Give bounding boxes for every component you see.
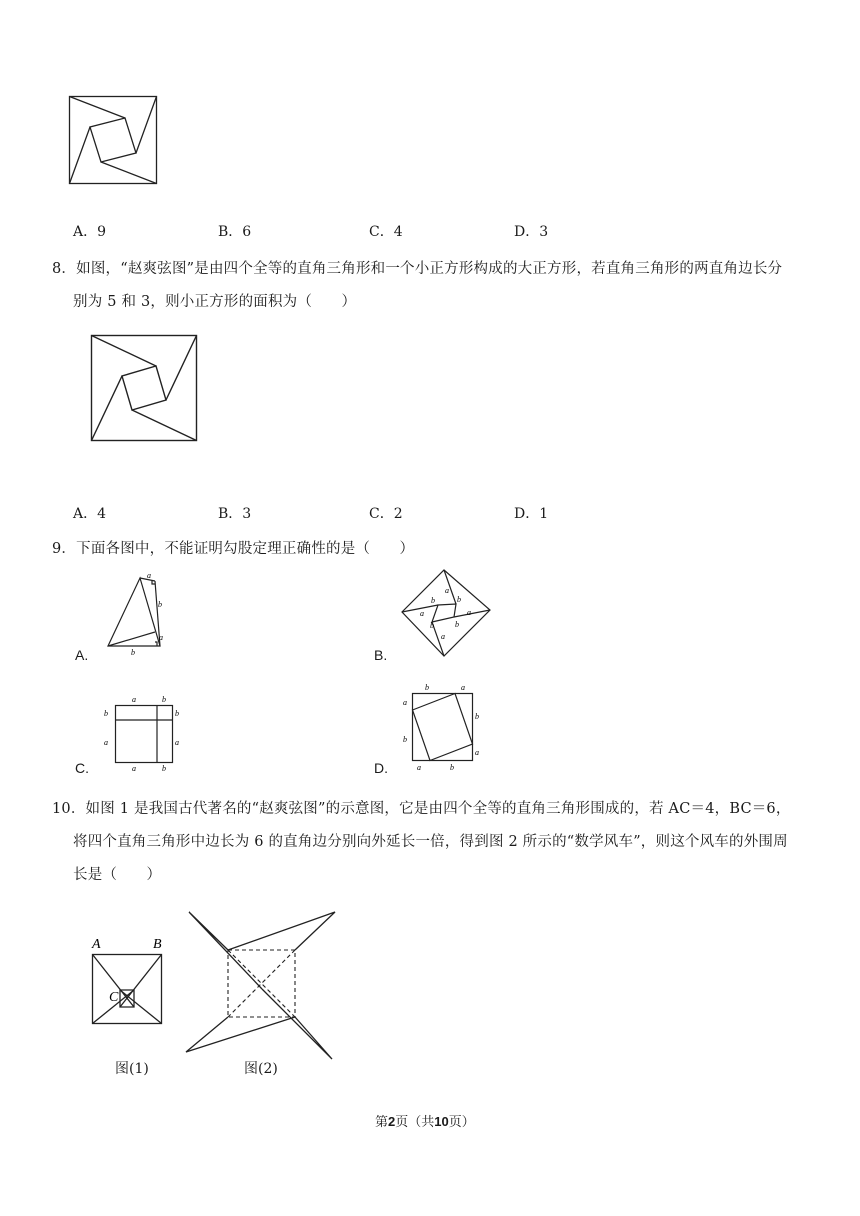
q10-text-line2: 将四个直角三角形中边长为 6 的直角边分别向外延长一倍，得到图 2 所示的“数学风车”，则这个风车的外围周 (73, 834, 788, 850)
q10-text-line1: 10．如图 1 是我国古代著名的“赵爽弦图”的示意图，它是由四个全等的直角三角形围成的，若 AC＝4，BC＝6， (52, 801, 791, 817)
q9b-label-a1: a (445, 586, 449, 595)
q9-label-c: C. (75, 760, 89, 776)
q9-text-line1: 9．下面各图中，不能证明勾股定理正确性的是（ ） (52, 541, 415, 557)
footer-page-number: 2 (388, 1114, 396, 1129)
q10-fig1-caption: 图(1) (115, 1061, 149, 1077)
q9b-label-b3: b (430, 621, 434, 630)
q8-text-line2: 别为 5 和 3，则小正方形的面积为（ ） (73, 294, 357, 310)
q7-option-b[interactable]: B．6 (218, 224, 252, 240)
q9c-label-b-right: b (175, 709, 179, 718)
q9d-label-b-bottom: b (450, 763, 454, 772)
q10-fig1-label-c: C (109, 990, 119, 1005)
q9b-label-a4: a (441, 632, 445, 641)
q10-text-line3: 长是（ ） (73, 867, 162, 883)
q9b-label-a2: a (420, 609, 424, 618)
q8-option-b[interactable]: B．3 (218, 506, 252, 522)
q9-label-a: A. (75, 647, 89, 663)
q7-option-c[interactable]: C．4 (369, 224, 403, 240)
q9b-label-b2: b (457, 595, 461, 604)
q9c-label-a-right: a (175, 738, 179, 747)
footer-total-pages: 10 (434, 1114, 449, 1129)
q8-option-c[interactable]: C．2 (369, 506, 403, 522)
q10-figure-2 (0, 0, 1, 1)
q9d-label-b-left: b (403, 735, 407, 744)
q9a-label-a-top: a (147, 571, 151, 580)
q9b-label-b1: b (431, 596, 435, 605)
q9d-label-a-left: a (403, 698, 407, 707)
q10-fig1-label-b: B (153, 937, 162, 952)
q9d-label-a-right: a (475, 748, 479, 757)
q9b-label-b4: b (455, 620, 459, 629)
q9c-label-a-top: a (132, 695, 136, 704)
q7-option-a[interactable]: A．9 (73, 224, 107, 240)
q9d-label-b-top: b (425, 683, 429, 692)
q7-option-d[interactable]: D．3 (514, 224, 549, 240)
page-footer: 第2页（共10页） (375, 1114, 475, 1130)
q9c-label-a-bottom: a (132, 764, 136, 773)
q9a-label-a-right: a (159, 633, 163, 642)
q10-fig1-label-a: A (92, 937, 101, 952)
q9a-label-b-bottom: b (131, 648, 135, 657)
q9d-label-a-bottom: a (417, 763, 421, 772)
q9c-label-b-top: b (162, 695, 166, 704)
q9-label-d: D. (374, 760, 388, 776)
q9d-label-a-top: a (461, 683, 465, 692)
q9c-label-a-left: a (104, 738, 108, 747)
q8-option-d[interactable]: D．1 (514, 506, 549, 522)
q9d-label-b-right: b (475, 712, 479, 721)
q9c-label-b-bottom: b (162, 764, 166, 773)
q8-option-a[interactable]: A．4 (73, 506, 107, 522)
q9b-label-a3: a (467, 608, 471, 617)
q9-label-b: B. (374, 647, 388, 663)
q8-text-line1: 8．如图，“赵爽弦图”是由四个全等的直角三角形和一个小正方形构成的大正方形，若直角三角形的两直角边长分 (52, 261, 783, 277)
q9a-label-b-right: b (158, 600, 162, 609)
q9c-label-b-left: b (104, 709, 108, 718)
q10-fig2-caption: 图(2) (244, 1061, 278, 1077)
